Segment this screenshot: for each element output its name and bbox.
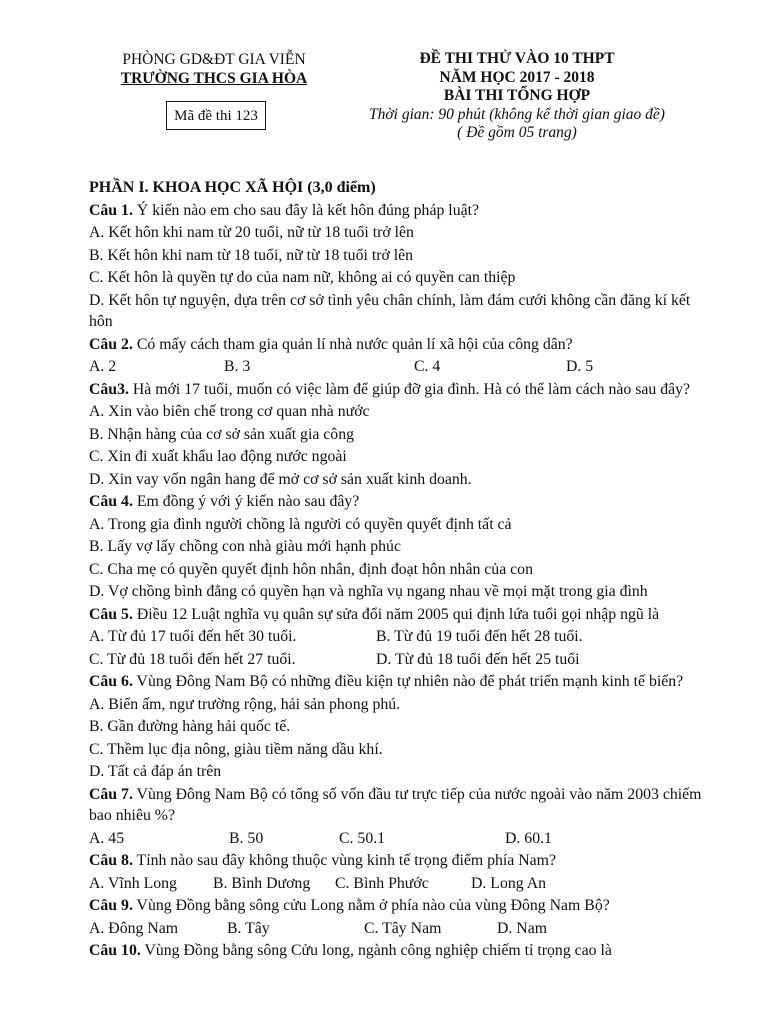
question-text: Vùng Đồng bằng sông Cửu long, ngành công nghiệp chiếm tỉ trọng cao là (140, 942, 612, 959)
option-d: D. Long An (471, 874, 547, 892)
question-label: Câu 4. (89, 493, 133, 510)
option-c: C. 50.1 (339, 829, 386, 847)
option-a: A. Trong gia đình người chồng là người có quyền quyết định tất cả (89, 515, 512, 533)
school-year: NĂM HỌC 2017 - 2018 (439, 68, 595, 86)
exam-time: Thời gian: 90 phút (không kể thời gian giao đề) (369, 105, 665, 123)
exam-code-box: Mã đề thi 123 (166, 101, 266, 130)
option-c: C. Bình Phước (335, 874, 429, 892)
option-a: A. Xin vào biên chế trong cơ quan nhà nước (89, 403, 370, 420)
question-8 (89, 850, 707, 872)
school-name: TRƯỜNG THCS GIA HÒA (120, 70, 308, 87)
option-d: D. Kết hôn tự nguyện, dựa trên cơ sở tình yêu chân chính, làm đám cưới không cần đăng kí kết hôn (89, 291, 691, 330)
option-b: B. 50 (229, 829, 264, 847)
question-label: Câu 9. (89, 897, 133, 914)
exam-title: ĐỀ THI THỬ VÀO 10 THPT (419, 50, 615, 67)
header-right (352, 50, 682, 143)
question-text: Vùng Đồng bằng sông cửu Long nằm ở phía nào của vùng Đông Nam Bộ? (132, 897, 610, 914)
option-a: A. Vĩnh Long (89, 874, 177, 892)
option-c: C. Từ đủ 18 tuổi đến hết 27 tuổi. (89, 650, 296, 668)
exam-content (89, 177, 707, 962)
option-c: C. Tây Nam (364, 919, 442, 937)
question-text: Em đồng ý với ý kiến nào sau đây? (132, 493, 360, 510)
options-row (89, 649, 707, 671)
option-c: C. 4 (414, 358, 441, 375)
option-a: A. Đông Nam (89, 919, 179, 937)
option-d: D. Xin vay vốn ngân hang để mở cơ sở sản xuất kinh doanh. (89, 470, 472, 488)
question-3 (89, 379, 707, 401)
option-c: C. Kết hôn là quyền tự do của nam nữ, không ai có quyền can thiệp (89, 269, 516, 286)
option-d: D. Vợ chồng bình đẳng có quyền hạn và nghĩa vụ ngang nhau về mọi mặt trong gia đình (89, 583, 648, 600)
question-10 (89, 940, 707, 962)
option-d: D. Tất cả đáp án trên (89, 763, 222, 780)
question-label: Câu 7. (89, 785, 133, 803)
option-b: B. 3 (224, 358, 251, 375)
option-d: D. Nam (497, 919, 548, 937)
option-b: B. Tây (227, 919, 270, 937)
question-2 (89, 334, 707, 356)
section-title: PHẦN I. KHOA HỌC XÃ HỘI (3,0 điểm) (89, 179, 376, 196)
option-b: B. Kết hôn khi nam từ 18 tuổi, nữ từ 18 tuổi trở lên (89, 246, 414, 264)
option-d: D. Từ đủ 18 tuổi đến hết 25 tuổi (376, 650, 580, 668)
question-text: Ý kiến nào em cho sau đây là kết hôn đúng pháp luật? (132, 201, 480, 219)
header-left (118, 50, 310, 88)
option-b: B. Bình Dương (213, 874, 311, 892)
options-row (89, 356, 707, 378)
option-b: B. Nhận hàng của cơ sở sản xuất gia công (89, 425, 354, 443)
option-c: C. Xin đi xuất khẩu lao động nước ngoài (89, 448, 347, 465)
options-row (89, 828, 707, 850)
option-b: B. Gần đường hàng hải quốc tế. (89, 718, 291, 735)
option-a: A. 45 (89, 829, 125, 847)
exam-pages: ( Đề gồm 05 trang) (457, 124, 577, 141)
option-b: B. Lấy vợ lấy chồng con nhà giàu mới hạnh phúc (89, 538, 401, 555)
question-text: Điều 12 Luật nghĩa vụ quân sự sửa đổi năm 2005 qui định lứa tuổi gọi nhập ngũ là (132, 605, 660, 623)
question-label: Câu 5. (89, 605, 133, 623)
option-d: D. 60.1 (505, 829, 552, 847)
question-label: Câu3. (89, 380, 129, 398)
question-label: Câu 8. (89, 852, 133, 869)
question-7 (89, 784, 707, 827)
option-c: C. Thềm lục địa nông, giàu tiềm năng dầu khí. (89, 740, 383, 758)
option-d: D. 5 (566, 358, 594, 375)
options-row (89, 918, 707, 940)
question-5 (89, 604, 707, 626)
question-1 (89, 200, 707, 222)
exam-subject: BÀI THI TỔNG HỢP (443, 87, 591, 104)
question-6 (89, 671, 707, 693)
question-label: Câu 6. (89, 673, 133, 690)
question-label: Câu 2. (89, 335, 133, 353)
option-a: A. 2 (89, 358, 117, 375)
question-label: Câu 10. (89, 942, 141, 959)
question-9 (89, 895, 707, 917)
question-text: Hà mới 17 tuổi, muốn có việc làm để giúp đỡ gia đình. Hà có thể làm cách nào sau đây? (128, 380, 691, 398)
option-c: C. Cha mẹ có quyền quyết định hôn nhân, định đoạt hôn nhân của con (89, 560, 533, 578)
question-text: Vùng Đông Nam Bộ có tổng số vốn đầu tư trực tiếp của nước ngoài vào năm 2003 chiếm bao nhiêu %? (89, 785, 702, 824)
option-a: A. Biển ấm, ngư trường rộng, hải sản phong phú. (89, 695, 401, 713)
option-b: B. Từ đủ 19 tuổi đến hết 28 tuổi. (376, 628, 583, 645)
options-row (89, 626, 707, 648)
question-4 (89, 491, 707, 513)
question-text: Vùng Đông Nam Bộ có những điều kiện tự nhiên nào để phát triển mạnh kinh tế biển? (132, 673, 684, 690)
question-label: Câu 1. (89, 201, 133, 219)
option-a: A. Từ đủ 17 tuổi đến hết 30 tuổi. (89, 628, 297, 645)
options-row (89, 873, 707, 895)
question-text: Tỉnh nào sau đây không thuộc vùng kinh tế trọng điểm phía Nam? (132, 852, 556, 869)
option-a: A. Kết hôn khi nam từ 20 tuổi, nữ từ 18 tuổi trở lên (89, 224, 414, 241)
question-text: Có mấy cách tham gia quản lí nhà nước quản lí xã hội của công dân? (132, 335, 573, 353)
department-name: PHÒNG GD&ĐT GIA VIỄN (122, 51, 306, 68)
